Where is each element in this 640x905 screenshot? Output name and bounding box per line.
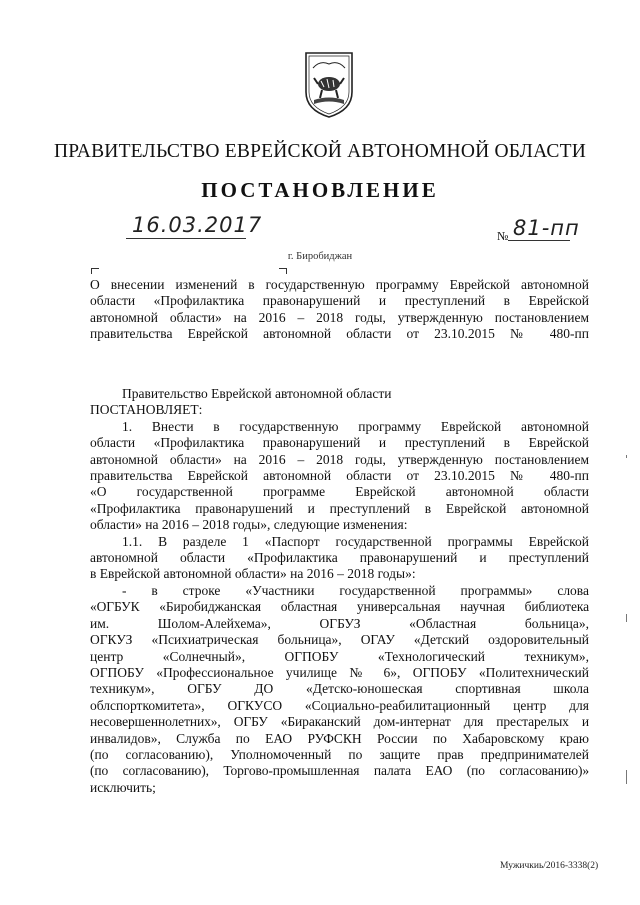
- title-line: правительства Еврейской автономной области от 23.10.2015 № 480-пп: [90, 326, 589, 342]
- title-bracket-left: [91, 268, 99, 274]
- title-line: автономной области» на 2016 – 2018 годы, утвержденную постановлением: [90, 309, 589, 325]
- document-body: [90, 386, 589, 796]
- dash-line: - в строке «Участники государственной программы» слова: [122, 582, 589, 598]
- item1-line: области» на 2016 – 2018 годы», следующие изменения:: [90, 517, 408, 533]
- item1-line: автономной области» на 2016 – 2018 годы, утвержденную постановлением: [90, 451, 589, 467]
- dash-line: облспорткомитета», ОГКУСО «Социально-реабилитационный центр для: [90, 697, 589, 713]
- scan-mark: [626, 455, 627, 458]
- document-date: 16.03.2017: [132, 213, 263, 237]
- dash-line: «ОГБУК «Биробиджанская областная универсальная научная библиотека: [90, 599, 589, 615]
- item1-line: правительства Еврейской автономной области от 23.10.2015 № 480-пп: [90, 468, 589, 484]
- coat-of-arms-icon: [300, 48, 358, 120]
- dash-line: ОГКУЗ «Психиатрическая больница», ОГАУ «Детский оздоровительный: [90, 632, 589, 648]
- document-title: [90, 277, 589, 343]
- dash-line: инвалидов», Служба по ЕАО РУФСКН России по Хабаровскому краю: [90, 730, 589, 746]
- dash-line: им. Шолом-Алейхема», ОГБУЗ «Областная больница»,: [90, 615, 589, 631]
- item11-line: 1.1. В разделе 1 «Паспорт государственной программы Еврейской: [122, 533, 589, 549]
- dash-line: центр «Солнечный», ОГПОБУ «Технологический техникум»,: [90, 648, 589, 664]
- scan-mark: [626, 614, 627, 622]
- title-line: области «Профилактика правонарушений и преступлений в Еврейской: [90, 293, 589, 309]
- number-underline: [508, 240, 570, 241]
- city-label: г. Биробиджан: [287, 251, 353, 262]
- item1-line: 1. Внести в государственную программу Еврейской автономной: [122, 418, 589, 434]
- dash-line: техникум», ОГБУ ДО «Детско-юношеская спортивная школа: [90, 681, 589, 697]
- document-type-heading: ПОСТАНОВЛЕНИЕ: [201, 178, 439, 202]
- document-number: 81-пп: [513, 216, 580, 240]
- dash-line: (по согласованию), Уполномоченный по защите прав предпринимателей: [90, 746, 589, 762]
- government-heading: ПРАВИТЕЛЬСТВО ЕВРЕЙСКОЙ АВТОНОМНОЙ ОБЛАСТИ: [53, 141, 587, 162]
- item11-line: в Еврейской автономной области» на 2016 – 2018 годы»:: [90, 566, 416, 582]
- dash-line: несовершеннолетних», ОГБУ «Бираканский дом-интернат для престарелых и: [90, 714, 589, 730]
- title-line: О внесении изменений в государственную программу Еврейской автономной: [90, 277, 589, 292]
- item1-line: «О государственной программе Еврейской автономной области: [90, 484, 589, 500]
- item1-line: области «Профилактика правонарушений и преступлений в Еврейской: [90, 435, 589, 451]
- preamble: Правительство Еврейской автономной области: [122, 386, 392, 401]
- dash-line: исключить;: [90, 779, 156, 795]
- number-label: №: [497, 229, 509, 243]
- item11-line: автономной области «Профилактика правонарушений и преступлений: [90, 550, 589, 566]
- date-underline: [126, 238, 246, 239]
- scan-mark: [626, 770, 627, 784]
- dash-line: (по согласованию), Торгово-промышленная палата ЕАО (по согласованию)»: [90, 763, 589, 779]
- title-bracket-right: [279, 268, 287, 274]
- item1-line: «Профилактика правонарушений и преступлений в Еврейской автономной: [90, 500, 589, 516]
- footer-code: Мужичкиь/2016-3338(2): [500, 861, 599, 871]
- dash-line: ОГПОБУ «Профессиональное училище № 6», ОГПОБУ «Политехнический: [90, 664, 589, 680]
- resolves-label: ПОСТАНОВЛЯЕТ:: [90, 402, 203, 418]
